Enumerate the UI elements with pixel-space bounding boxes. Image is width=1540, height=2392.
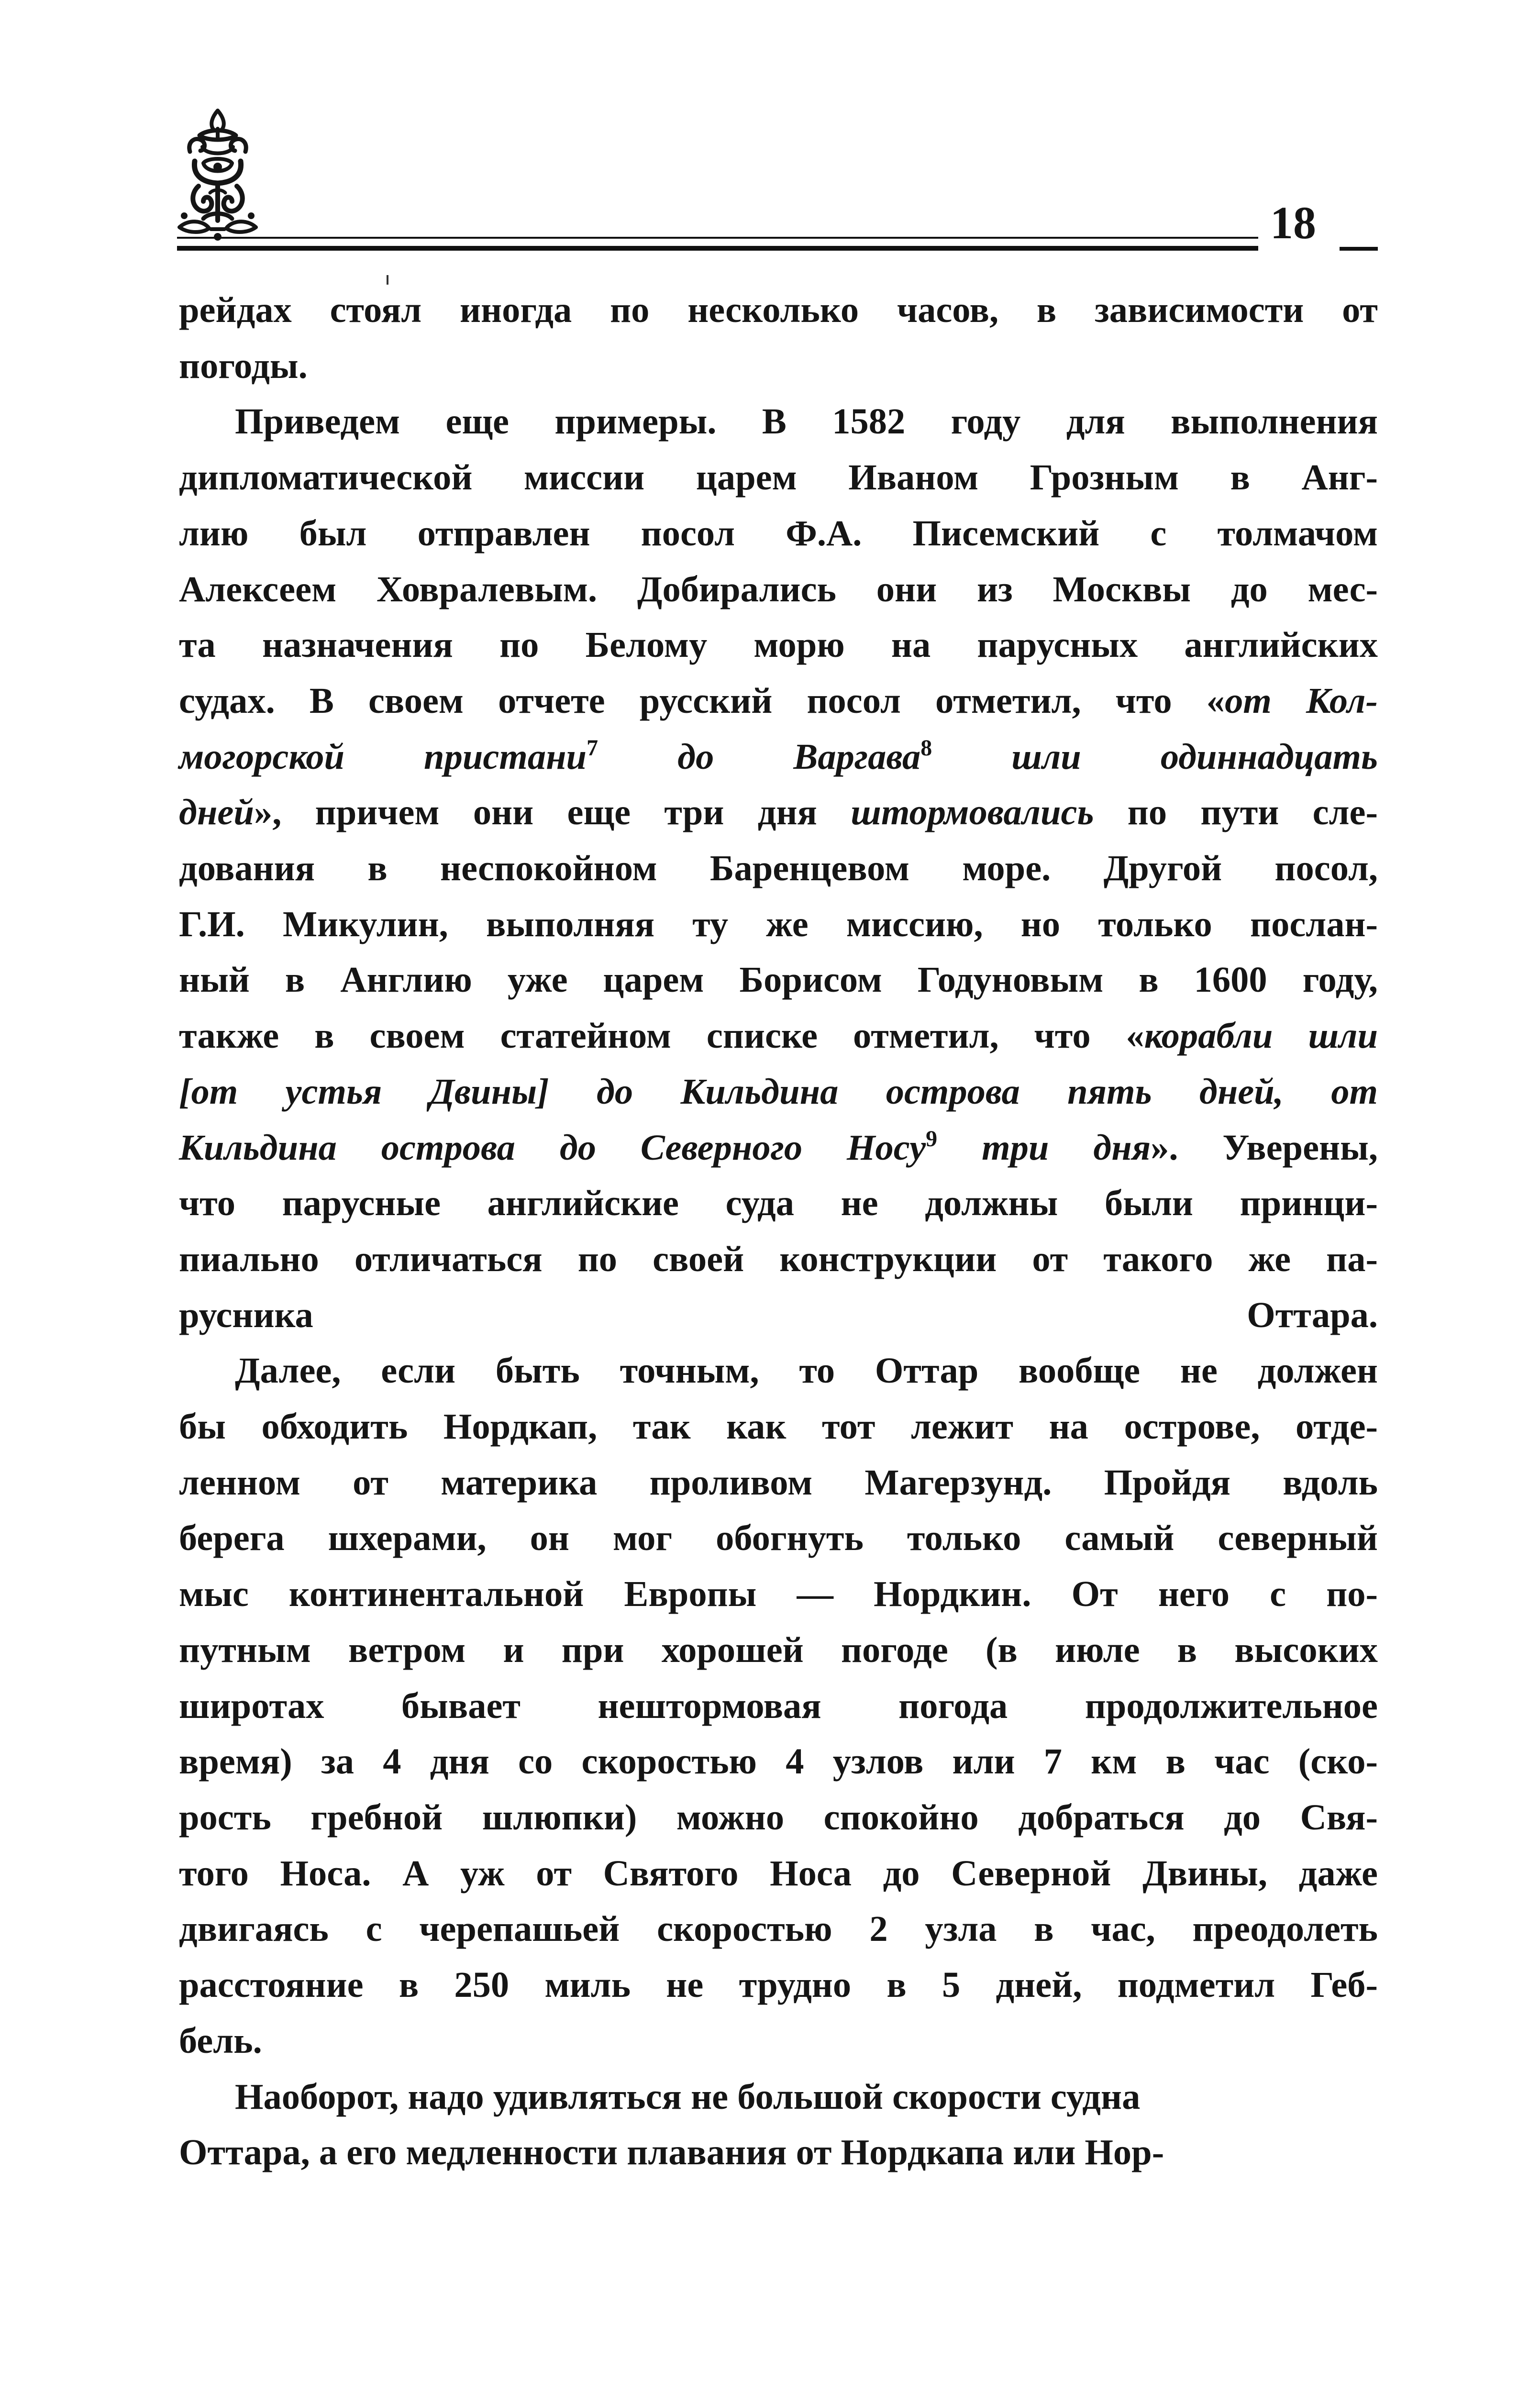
text-line: бель. xyxy=(179,2020,262,2061)
text-line: двигаясь с черепашьей скоростью 2 узла в час, преодолеть xyxy=(179,1908,1378,1949)
text-line: Наоборот, надо удивляться не большой скорости судна xyxy=(235,2076,1141,2117)
text-line: путным ветром и при хорошей погоде (в июле в высоких xyxy=(179,1629,1378,1670)
text-line: что парусные английские суда не должны были принци- xyxy=(179,1183,1378,1224)
text-line: берега шхерами, он мог обогнуть только самый северный xyxy=(179,1517,1378,1559)
text-line: расстояние в 250 миль не трудно в 5 дней, подметил Геб- xyxy=(179,1964,1378,2005)
text-line: также в своем статейном списке отметил, что «корабли шли xyxy=(179,1015,1378,1056)
text-line: мыс континентальной Европы — Нордкин. От него с по- xyxy=(179,1573,1378,1615)
text-line: судах. В своем отчете русский посол отметил, что «от Кол- xyxy=(179,680,1378,721)
text-line: Далее, если быть точным, то Оттар вообще не должен xyxy=(235,1350,1378,1391)
text-line: дования в неспокойном Баренцевом море. Другой посол, xyxy=(179,848,1378,889)
text-line: ленном от материка проливом Магерзунд. Пройдя вдоль xyxy=(179,1462,1378,1503)
text-line: лию был отправлен посол Ф.А. Писемский с толмачом xyxy=(179,512,1378,554)
text-line: [от устья Двины] до Кильдина острова пять дней, от xyxy=(179,1071,1378,1112)
text-line: Кильдина острова до Северного Носу$^9$ три дня». Уверены, xyxy=(179,1126,1378,1168)
text-line: время) за 4 дня со скоростью 4 узлов или 7 км в час (ско- xyxy=(179,1741,1378,1782)
text-line: русника Оттара. xyxy=(179,1294,1378,1335)
paragraph-1 xyxy=(179,282,1378,394)
text-line: Оттара, а его медленности плавания от Нордкапа или Нор- xyxy=(179,2132,1164,2173)
page-number-rule xyxy=(1340,247,1378,251)
paragraph-2 xyxy=(179,394,1378,1343)
text-line: бы обходить Нордкап, так как тот лежит на острове, отде- xyxy=(179,1406,1378,1447)
paragraph-4 xyxy=(179,2069,1378,2181)
header-rule-thin xyxy=(177,237,1258,239)
text-line: рость гребной шлюпки) можно спокойно добраться до Свя- xyxy=(179,1796,1378,1838)
text-line: та назначения по Белому морю на парусных английских xyxy=(179,624,1378,665)
text-line: дипломатической миссии царем Иваном Грозным в Анг- xyxy=(179,457,1378,498)
text-line: погоды. xyxy=(179,345,308,386)
paragraph-3 xyxy=(179,1343,1378,2069)
text-line: Г.И. Микулин, выполняя ту же миссию, но только послан- xyxy=(179,903,1378,944)
body-text xyxy=(179,282,1378,2181)
text-line: ный в Англию уже царем Борисом Годуновым в 1600 году, xyxy=(179,959,1378,1000)
text-line: того Носа. А уж от Святого Носа до Северной Двины, даже xyxy=(179,1852,1378,1894)
page-number: 18 xyxy=(1270,197,1316,248)
text-line: рейдах стоял иногда по несколько часов, в зависимости от xyxy=(179,289,1378,330)
text-line: пиально отличаться по своей конструкции от такого же па- xyxy=(179,1238,1378,1279)
text-line: Алексеем Ховралевым. Добирались они из Москвы до мес- xyxy=(179,568,1378,609)
text-line: широтах бывает нештормовая погода продолжительное xyxy=(179,1685,1378,1726)
text-line: Приведем еще примеры. В 1582 году для выполнения xyxy=(235,401,1378,442)
decorative-ornament-icon xyxy=(170,108,266,246)
header-rule-thick xyxy=(177,246,1258,251)
text-line: могорской пристани$^7$ до Варгава$^8$ шли одиннадцать xyxy=(179,735,1378,777)
text-line: дней», причем они еще три дня штормовались по пути сле- xyxy=(179,792,1378,833)
